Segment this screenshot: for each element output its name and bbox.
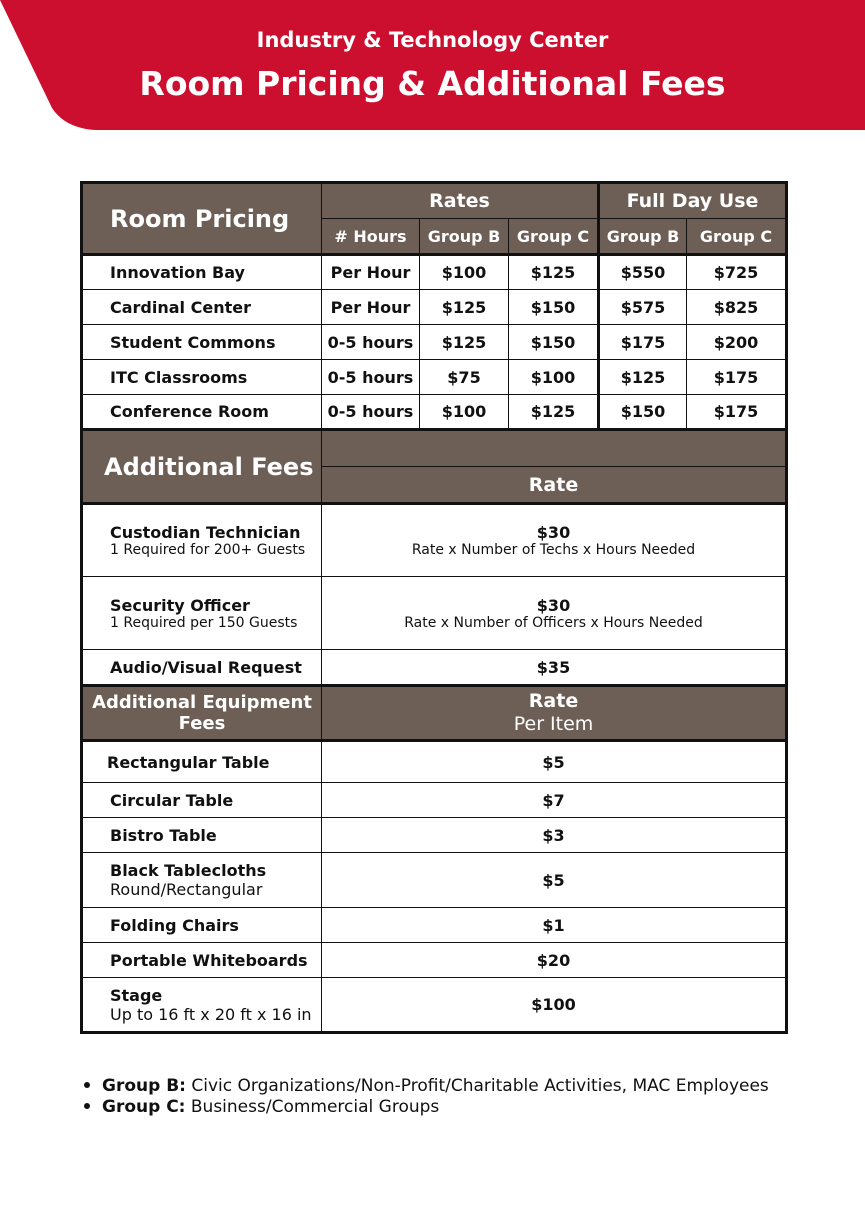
- equipment-rate: $1: [322, 908, 787, 943]
- room-full-b: $550: [599, 255, 687, 290]
- fee-note: 1 Required per 150 Guests: [110, 614, 298, 631]
- equipment-name: Black Tablecloths: [110, 861, 267, 880]
- legend-text: Civic Organizations/Non-Profit/Charitable Activities, MAC Employees: [191, 1076, 769, 1096]
- fee-rate: $35: [322, 650, 787, 686]
- fee-rate: $30: [536, 523, 571, 542]
- room-rate-c: $100: [509, 360, 599, 395]
- header-banner: [0, 0, 865, 130]
- column-header: Group B: [599, 219, 687, 255]
- room-hours: Per Hour: [322, 255, 420, 290]
- table-row: [82, 741, 787, 783]
- room-rate-b: $100: [420, 255, 509, 290]
- equipment-rate: $5: [322, 853, 787, 908]
- equipment-rate: $7: [322, 783, 787, 818]
- legend-text: Business/Commercial Groups: [190, 1097, 440, 1117]
- room-full-c: $200: [687, 325, 787, 360]
- equipment-name: Circular Table: [82, 783, 322, 818]
- table-row: [82, 360, 787, 395]
- room-hours: 0-5 hours: [322, 395, 420, 430]
- bullet-icon: [84, 1082, 90, 1088]
- fee-note: 1 Required for 200+ Guests: [110, 542, 306, 558]
- table-row: [82, 325, 787, 360]
- rates-heading: Rates: [322, 183, 599, 219]
- table-row: [82, 943, 787, 978]
- equipment-rate: $100: [322, 978, 787, 1033]
- room-rate-c: $150: [509, 325, 599, 360]
- room-full-c: $725: [687, 255, 787, 290]
- room-full-b: $575: [599, 290, 687, 325]
- equipment-name: Bistro Table: [82, 818, 322, 853]
- table-row: [82, 504, 787, 577]
- full-day-heading: Full Day Use: [599, 183, 787, 219]
- table-row: [82, 577, 787, 650]
- room-rate-c: $125: [509, 395, 599, 430]
- column-header: Group B: [420, 219, 509, 255]
- room-name: Conference Room: [82, 395, 322, 430]
- fee-rate: $30: [536, 595, 571, 615]
- table-row: [82, 908, 787, 943]
- equipment-rate: $3: [322, 818, 787, 853]
- pricing-table: [80, 181, 788, 1034]
- table-row: [82, 818, 787, 853]
- room-full-c: $825: [687, 290, 787, 325]
- room-hours: 0-5 hours: [322, 360, 420, 395]
- equipment-note: Up to 16 ft x 20 ft x 16 in: [110, 1004, 312, 1024]
- bullet-icon: [84, 1103, 90, 1109]
- fee-formula: Rate x Number of Officers x Hours Needed: [404, 614, 703, 631]
- additional-fees-rate-heading: Rate: [322, 467, 787, 504]
- room-rate-c: $150: [509, 290, 599, 325]
- equipment-rate-subheading: Per Item: [513, 713, 594, 735]
- equipment-note: Round/Rectangular: [110, 880, 263, 899]
- room-full-c: $175: [687, 395, 787, 430]
- table-row: [82, 255, 787, 290]
- table-row: [82, 853, 787, 908]
- fee-name: Security Officer: [110, 595, 250, 615]
- legend-item: [80, 1097, 769, 1117]
- room-full-b: $150: [599, 395, 687, 430]
- additional-fees-header-blank: [322, 430, 787, 467]
- page-title: Room Pricing & Additional Fees: [139, 64, 726, 103]
- column-header: Group C: [509, 219, 599, 255]
- equipment-name: Rectangular Table: [82, 741, 322, 783]
- equipment-name: Stage: [110, 985, 163, 1005]
- room-rate-b: $125: [420, 290, 509, 325]
- room-name: ITC Classrooms: [82, 360, 322, 395]
- room-rate-b: $100: [420, 395, 509, 430]
- equipment-rate: $5: [322, 741, 787, 783]
- table-row: [82, 395, 787, 430]
- equipment-name: Portable Whiteboards: [82, 943, 322, 978]
- room-name: Student Commons: [82, 325, 322, 360]
- room-rate-b: $125: [420, 325, 509, 360]
- table-row: [82, 978, 787, 1033]
- table-row: [82, 783, 787, 818]
- room-name: Innovation Bay: [82, 255, 322, 290]
- additional-fees-heading: Additional Fees: [82, 430, 322, 504]
- equipment-rate: $20: [322, 943, 787, 978]
- equipment-fees-heading: Additional Equipment Fees: [82, 686, 322, 741]
- room-rate-c: $125: [509, 255, 599, 290]
- fee-name: Custodian Technician: [110, 523, 301, 542]
- table-row: [82, 650, 787, 686]
- table-row: [82, 290, 787, 325]
- fee-formula: Rate x Number of Techs x Hours Needed: [411, 542, 696, 558]
- fee-name: Audio/Visual Request: [82, 650, 322, 686]
- room-full-c: $175: [687, 360, 787, 395]
- room-pricing-heading: Room Pricing: [82, 183, 322, 255]
- room-hours: 0-5 hours: [322, 325, 420, 360]
- legend-label: Group B:: [102, 1076, 186, 1096]
- room-full-b: $125: [599, 360, 687, 395]
- column-header: Group C: [687, 219, 787, 255]
- group-legend: [80, 1076, 769, 1118]
- legend-item: [80, 1076, 769, 1096]
- legend-label: Group C:: [102, 1097, 186, 1117]
- room-rate-b: $75: [420, 360, 509, 395]
- equipment-rate-heading: Rate: [528, 690, 579, 712]
- room-full-b: $175: [599, 325, 687, 360]
- column-header: # Hours: [322, 219, 420, 255]
- equipment-name: Folding Chairs: [82, 908, 322, 943]
- room-name: Cardinal Center: [82, 290, 322, 325]
- page-subtitle: Industry & Technology Center: [256, 28, 609, 52]
- room-hours: Per Hour: [322, 290, 420, 325]
